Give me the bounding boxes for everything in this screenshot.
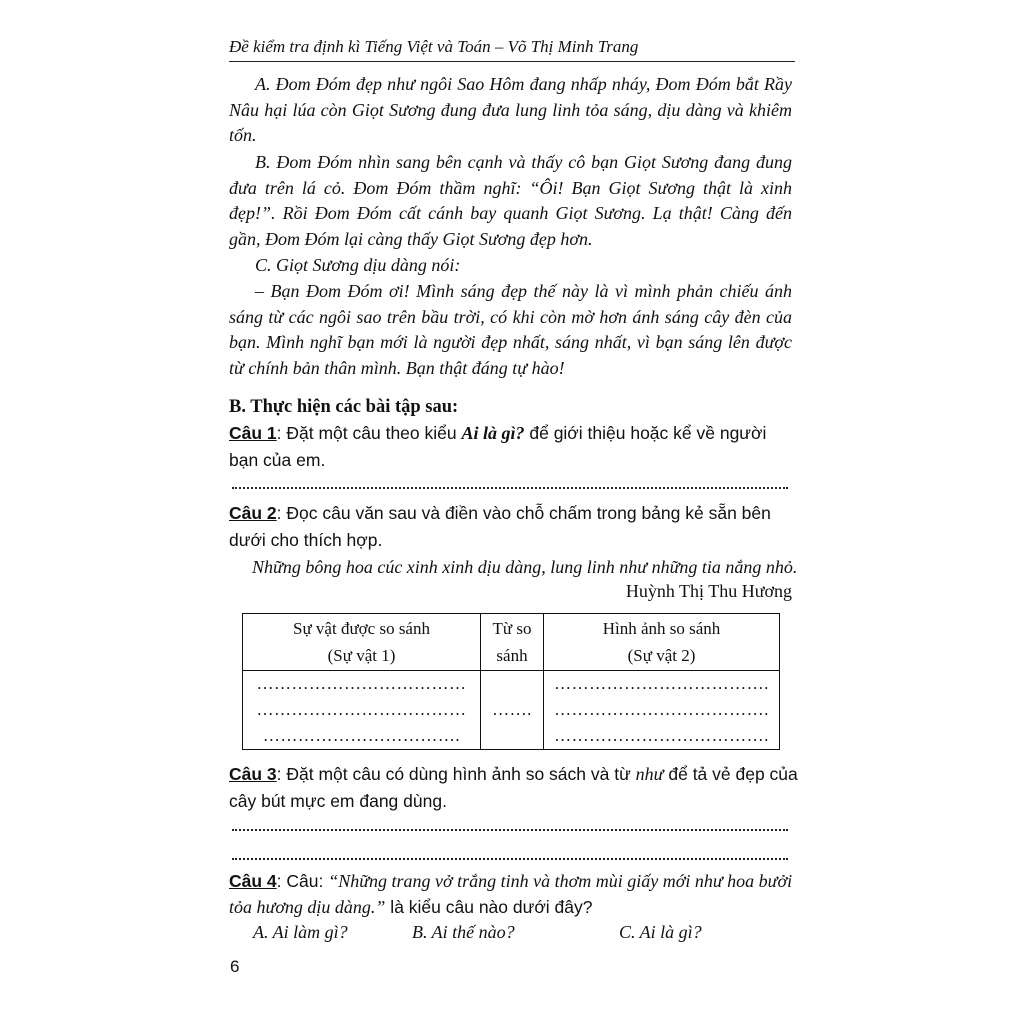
- question-1-text-end: để giới thiệu hoặc kể về người: [524, 423, 767, 443]
- question-3-text-end: để tả vẻ đẹp của: [663, 764, 798, 784]
- header-text: (Sự vật 2): [627, 646, 696, 665]
- comparison-table: [242, 613, 780, 750]
- question-4-text-end: là kiểu câu nào dưới đây?: [385, 897, 593, 917]
- table-row: [243, 671, 780, 750]
- question-4-quote: “Những trang vở trắng tinh và thơm mùi giấy mới như hoa bưởi: [328, 871, 793, 891]
- option-a[interactable]: A. Ai làm gì?: [253, 922, 348, 942]
- question-4-quote-end: tỏa hương dịu dàng.”: [229, 897, 386, 917]
- question-1-pattern: Ai là gì?: [461, 423, 525, 443]
- question-3-label: Câu 3: [229, 764, 277, 784]
- question-2-label: Câu 2: [229, 503, 277, 523]
- story-paragraph-b: B. Đom Đóm nhìn sang bên cạnh và thấy cô bạn Giọt Sương đang đung đưa trên lá cỏ. Đom Đóm thầm nghĩ: “Ôi! Bạn Giọt Sương thật là xinh đẹp!”. Rồi Đom Đóm cất cánh bay quanh Giọt Sương. Lạ thật! Càng đến gần, Đom Đóm lại càng thấy Giọt Sương đẹp hơn.: [229, 152, 792, 250]
- blank-line: ………………………………: [256, 700, 467, 719]
- question-2-quote: Những bông hoa cúc xinh xinh dịu dàng, lung linh như những tia nắng nhỏ.: [252, 557, 798, 577]
- question-4-line2: [229, 897, 792, 918]
- question-4-text: : Câu:: [276, 871, 329, 891]
- question-1-text: : Đặt một câu theo kiểu: [276, 423, 462, 443]
- story-paragraph-a: A. Đom Đóm đẹp như ngôi Sao Hôm đang nhấp nháy, Đom Đóm bắt Rầy Nâu hại lúa còn Giọt Sương đung đưa lung linh tỏa sáng, dịu dàng và khiêm tốn.: [229, 74, 792, 146]
- header-cell-comparison-word: [481, 614, 544, 671]
- page-header: Đề kiểm tra định kì Tiếng Việt và Toán – Võ Thị Minh Trang: [229, 37, 795, 62]
- answer-line-1[interactable]: [232, 485, 788, 489]
- question-3-line2: cây bút mực em đang dùng.: [229, 791, 447, 811]
- question-3-text: : Đặt một câu có dùng hình ảnh so sách và từ: [276, 764, 636, 784]
- answer-cell-object-2[interactable]: [544, 671, 780, 750]
- header-text: (Sự vật 1): [327, 646, 396, 665]
- option-c[interactable]: C. Ai là gì?: [619, 922, 702, 942]
- blank-line: ……………………………….: [554, 674, 769, 693]
- question-3: [229, 764, 798, 785]
- blank-line: ………………………………: [256, 674, 467, 693]
- story-quote: – Bạn Đom Đóm ơi! Mình sáng đẹp thế này là vì mình phản chiếu ánh sáng từ các ngôi sao trên bầu trời, có khi còn mờ hơn ánh sáng cây đèn của bạn. Mình nghĩ bạn mới là người đẹp nhất, sáng nhất, vì bạn sáng lên được từ chính bản thân mình. Bạn thật đáng tự hào!: [229, 281, 792, 379]
- page-number: 6: [230, 957, 240, 976]
- question-2-text: : Đọc câu văn sau và điền vào chỗ chấm trong bảng kẻ sẵn bên: [276, 503, 771, 523]
- quote-author: Huỳnh Thị Thu Hương: [625, 581, 792, 601]
- answer-line-3a[interactable]: [232, 827, 788, 831]
- section-b-title: B. Thực hiện các bài tập sau:: [229, 397, 459, 417]
- answer-cell-comparison-word[interactable]: [481, 671, 544, 750]
- question-1-line2: bạn của em.: [229, 450, 326, 470]
- question-2: [229, 503, 792, 524]
- header-cell-object-1: [243, 614, 481, 671]
- header-cell-object-2: [544, 614, 780, 671]
- blank-line: ……………………………….: [554, 726, 769, 745]
- option-b[interactable]: B. Ai thế nào?: [412, 922, 515, 942]
- header-text: sánh: [496, 646, 528, 665]
- blank-line: ……………………………….: [554, 700, 769, 719]
- question-4-label: Câu 4: [229, 871, 277, 891]
- answer-line-3b[interactable]: [232, 856, 788, 860]
- question-1-label: Câu 1: [229, 423, 277, 443]
- blank-line: …….: [492, 700, 532, 719]
- blank-line: …………………………….: [262, 726, 461, 745]
- story-paragraph-c: C. Giọt Sương dịu dàng nói:: [255, 255, 461, 275]
- answer-cell-object-1[interactable]: [243, 671, 481, 750]
- header-text: Từ so: [492, 619, 532, 638]
- table-header-row: [243, 614, 780, 671]
- question-3-keyword: như: [635, 764, 664, 784]
- question-2-line2: dưới cho thích hợp.: [229, 530, 383, 550]
- header-text: Hình ảnh so sánh: [602, 619, 721, 638]
- question-1: [229, 423, 792, 444]
- header-text: Sự vật được so sánh: [293, 619, 430, 638]
- question-4: [229, 871, 792, 892]
